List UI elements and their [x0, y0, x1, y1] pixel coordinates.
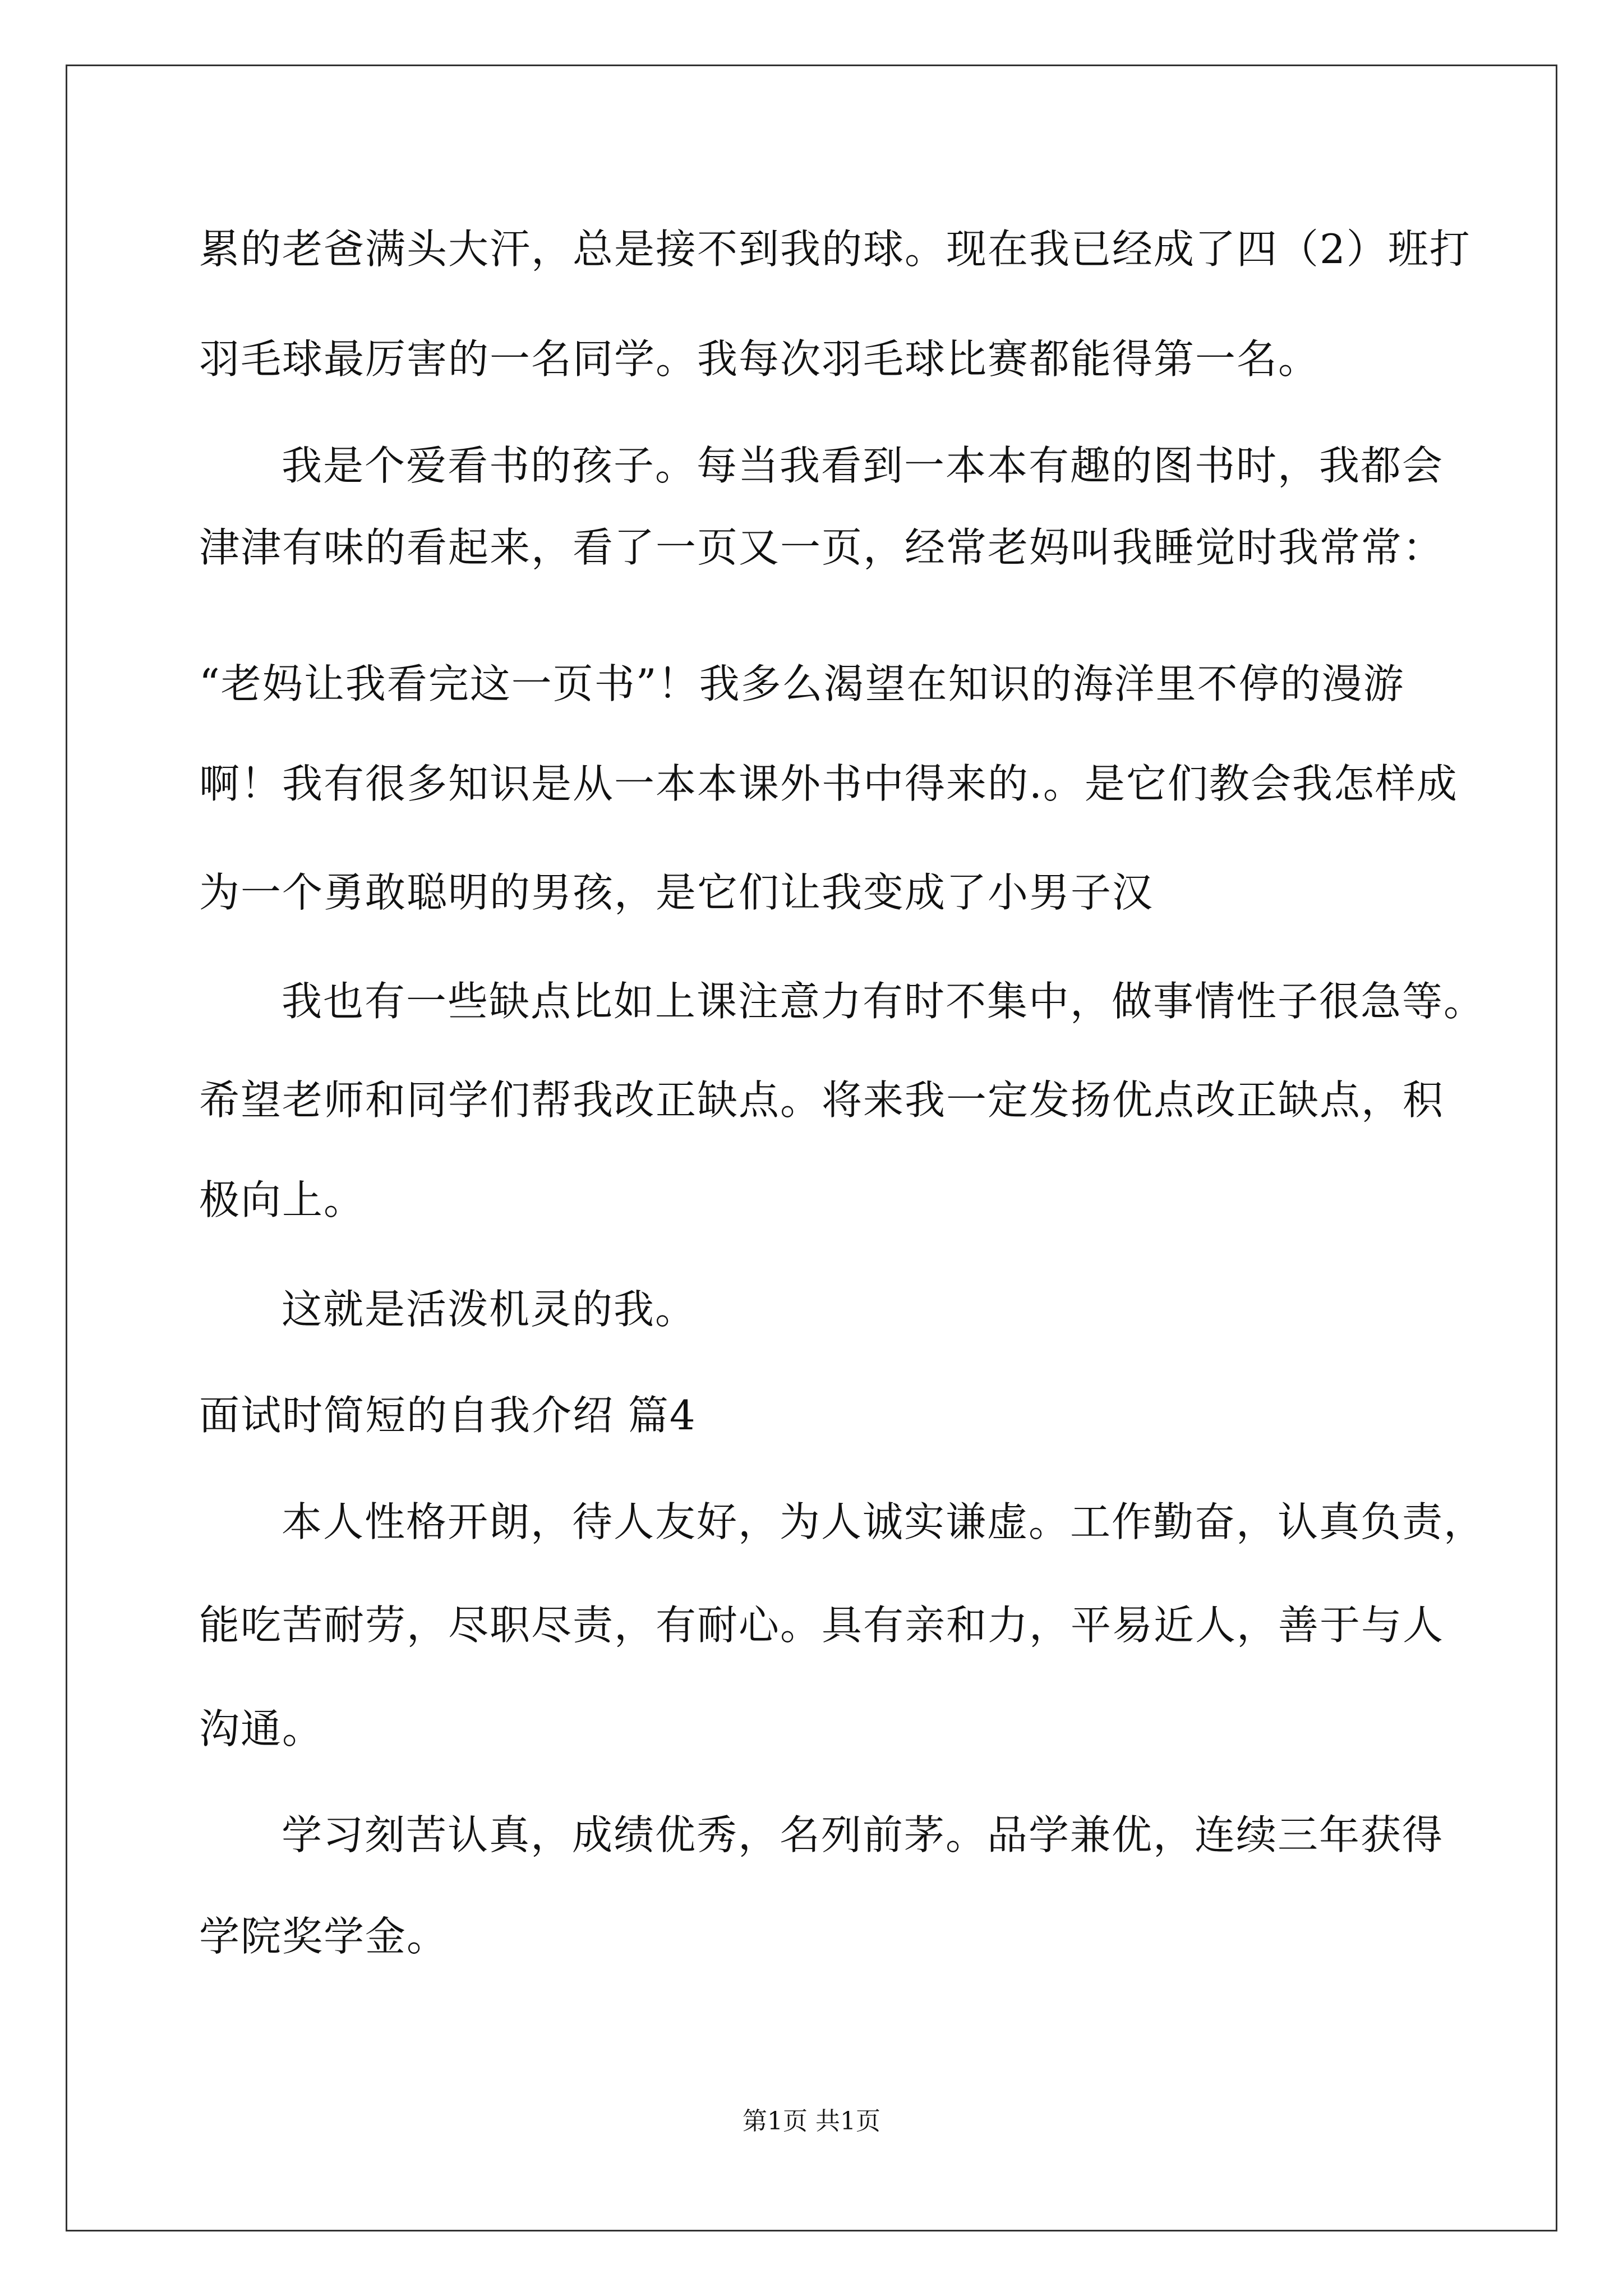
- body-line: 羽毛球最厉害的一名同学。我每次羽毛球比赛都能得第一名。: [199, 335, 1320, 383]
- paragraph-first-line: 我是个爱看书的孩子。每当我看到一本本有趣的图书时，我都会: [282, 442, 1444, 489]
- body-line: “老妈让我看完这一页书”！我多么渴望在知识的海洋里不停的漫游: [199, 660, 1405, 707]
- paragraph-first-line: 这就是活泼机灵的我。: [282, 1286, 697, 1333]
- body-line: 极向上。: [199, 1176, 366, 1223]
- body-line: 啊！我有很多知识是从一本本课外书中得来的.。是它们教会我怎样成: [199, 760, 1458, 807]
- body-line: 累的老爸满头大汗，总是接不到我的球。现在我已经成了四（2）班打: [199, 226, 1471, 273]
- body-line: 沟通。: [199, 1705, 324, 1752]
- body-line: 能吃苦耐劳，尽职尽责，有耐心。具有亲和力，平易近人，善于与人: [199, 1602, 1445, 1649]
- section-heading: 面试时简短的自我介绍 篇4: [199, 1392, 697, 1439]
- paragraph-first-line: 本人性格开朗，待人友好，为人诚实谦虚。工作勤奋，认真负责，: [282, 1498, 1486, 1545]
- body-line: 为一个勇敢聪明的男孩，是它们让我变成了小男子汉: [199, 869, 1154, 916]
- body-line: 津津有味的看起来，看了一页又一页，经常老妈叫我睡觉时我常常：: [199, 524, 1445, 571]
- body-line: 希望老师和同学们帮我改正缺点。将来我一定发扬优点改正缺点，积: [199, 1076, 1445, 1124]
- body-line: 学院奖学金。: [199, 1913, 449, 1960]
- paragraph-first-line: 学习刻苦认真，成绩优秀，名列前茅。品学兼优，连续三年获得: [282, 1811, 1444, 1858]
- paragraph-first-line: 我也有一些缺点比如上课注意力有时不集中，做事情性子很急等。: [282, 978, 1486, 1025]
- page-footer: 第1页 共1页: [743, 2107, 880, 2136]
- page-border: [66, 65, 1557, 2231]
